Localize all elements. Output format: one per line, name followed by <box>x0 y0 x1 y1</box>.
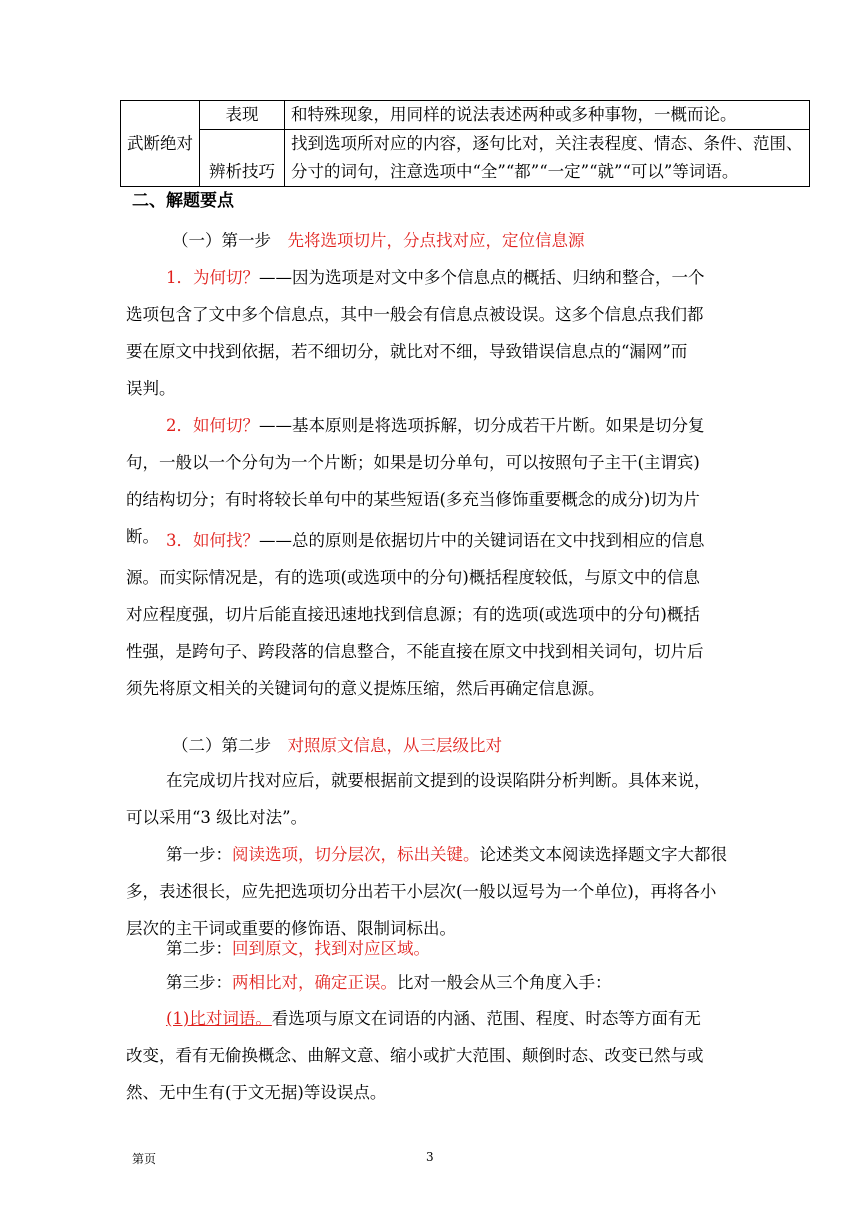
section-heading: 二、解题要点 <box>132 191 234 211</box>
table-text-cell: 找到选项所对应的内容，逐句比对，关注表程度、情态、条件、范围、 分寸的词句，注意选项中“全”“都”“一定”“就”“可以”等词语。 <box>285 130 810 187</box>
step1-paragraph-3: 3．如何找？——总的原则是依据切片中的关键词语在文中找到相应的信息 源。而实际情况是，有的选项(或选项中的分句)概括程度较低，与原文中的信息 对应程度强，切片后能直接迅速地找到信息源；有的选项(或选项中的分句)概括 性强，是跨句子、跨段落的信息整合，不能直接在原文中找到相关词句，切片后 须先将原文相关的关键词句的意义提炼压缩，然后再确定信息源。 <box>126 531 705 698</box>
step2-substep-3: 第三步：两相比对，确定正误。比对一般会从三个角度入手： <box>166 973 612 992</box>
comparison-table <box>120 100 810 187</box>
step2-substep-2: 第二步：回到原文，找到对应区域。 <box>166 939 430 958</box>
table-category-cell: 武断绝对 <box>121 101 200 187</box>
step2-substep-1: 第一步：阅读选项，切分层次，标出关键。论述类文本阅读选择题文字大都很 多，表述很长，应先把选项切分出若干小层次(一般以逗号为一个单位)，再将各小 层次的主干词或重要的修饰语、限制词标出。 <box>126 845 727 938</box>
compare-words-paragraph: (1)比对词语。看选项与原文在词语的内涵、范围、程度、时态等方面有无 改变，看有无偷换概念、曲解文意、缩小或扩大范围、颠倒时态、改变已然与或 然、无中生有(于文无据)等设误点。 <box>126 1009 704 1102</box>
page-number: 3 <box>426 1150 434 1164</box>
footer-left: 第页 <box>132 1152 157 1166</box>
step2-intro: 在完成切片找对应后，就要根据前文提到的设误陷阱分析判断。具体来说， 可以采用“3 级比对法”。 <box>126 771 711 827</box>
step1-paragraph-1: 1．为何切？——因为选项是对文中多个信息点的概括、归纳和整合，一个 选项包含了文中多个信息点，其中一般会有信息点被设误。这多个信息点我们都 要在原文中找到依据，若不细切分，就比对不细，导致错误信息点的“漏网”而 误判。 <box>126 268 705 398</box>
table-text-cell: 和特殊现象，用同样的说法表述两种或多种事物，一概而论。 <box>285 101 810 130</box>
step1-paragraph-2: 2．如何切？——基本原则是将选项拆解，切分成若干片断。如果是切分复 句，一般以一个分句为一个片断；如果是切分单句，可以按照句子主干(主谓宾) 的结构切分；有时将较长单句中的某些短语(多充当修饰重要概念的成分)切为片 断。 <box>126 416 705 546</box>
step2-heading: （二）第二步 对照原文信息，从三层级比对 <box>172 736 502 755</box>
step1-heading: （一）第一步 先将选项切片，分点找对应，定位信息源 <box>172 231 585 250</box>
table-label-cell: 表现 <box>200 101 285 130</box>
table-row <box>121 130 810 187</box>
table-label-cell: 辨析技巧 <box>200 130 285 187</box>
table-row <box>121 101 810 130</box>
